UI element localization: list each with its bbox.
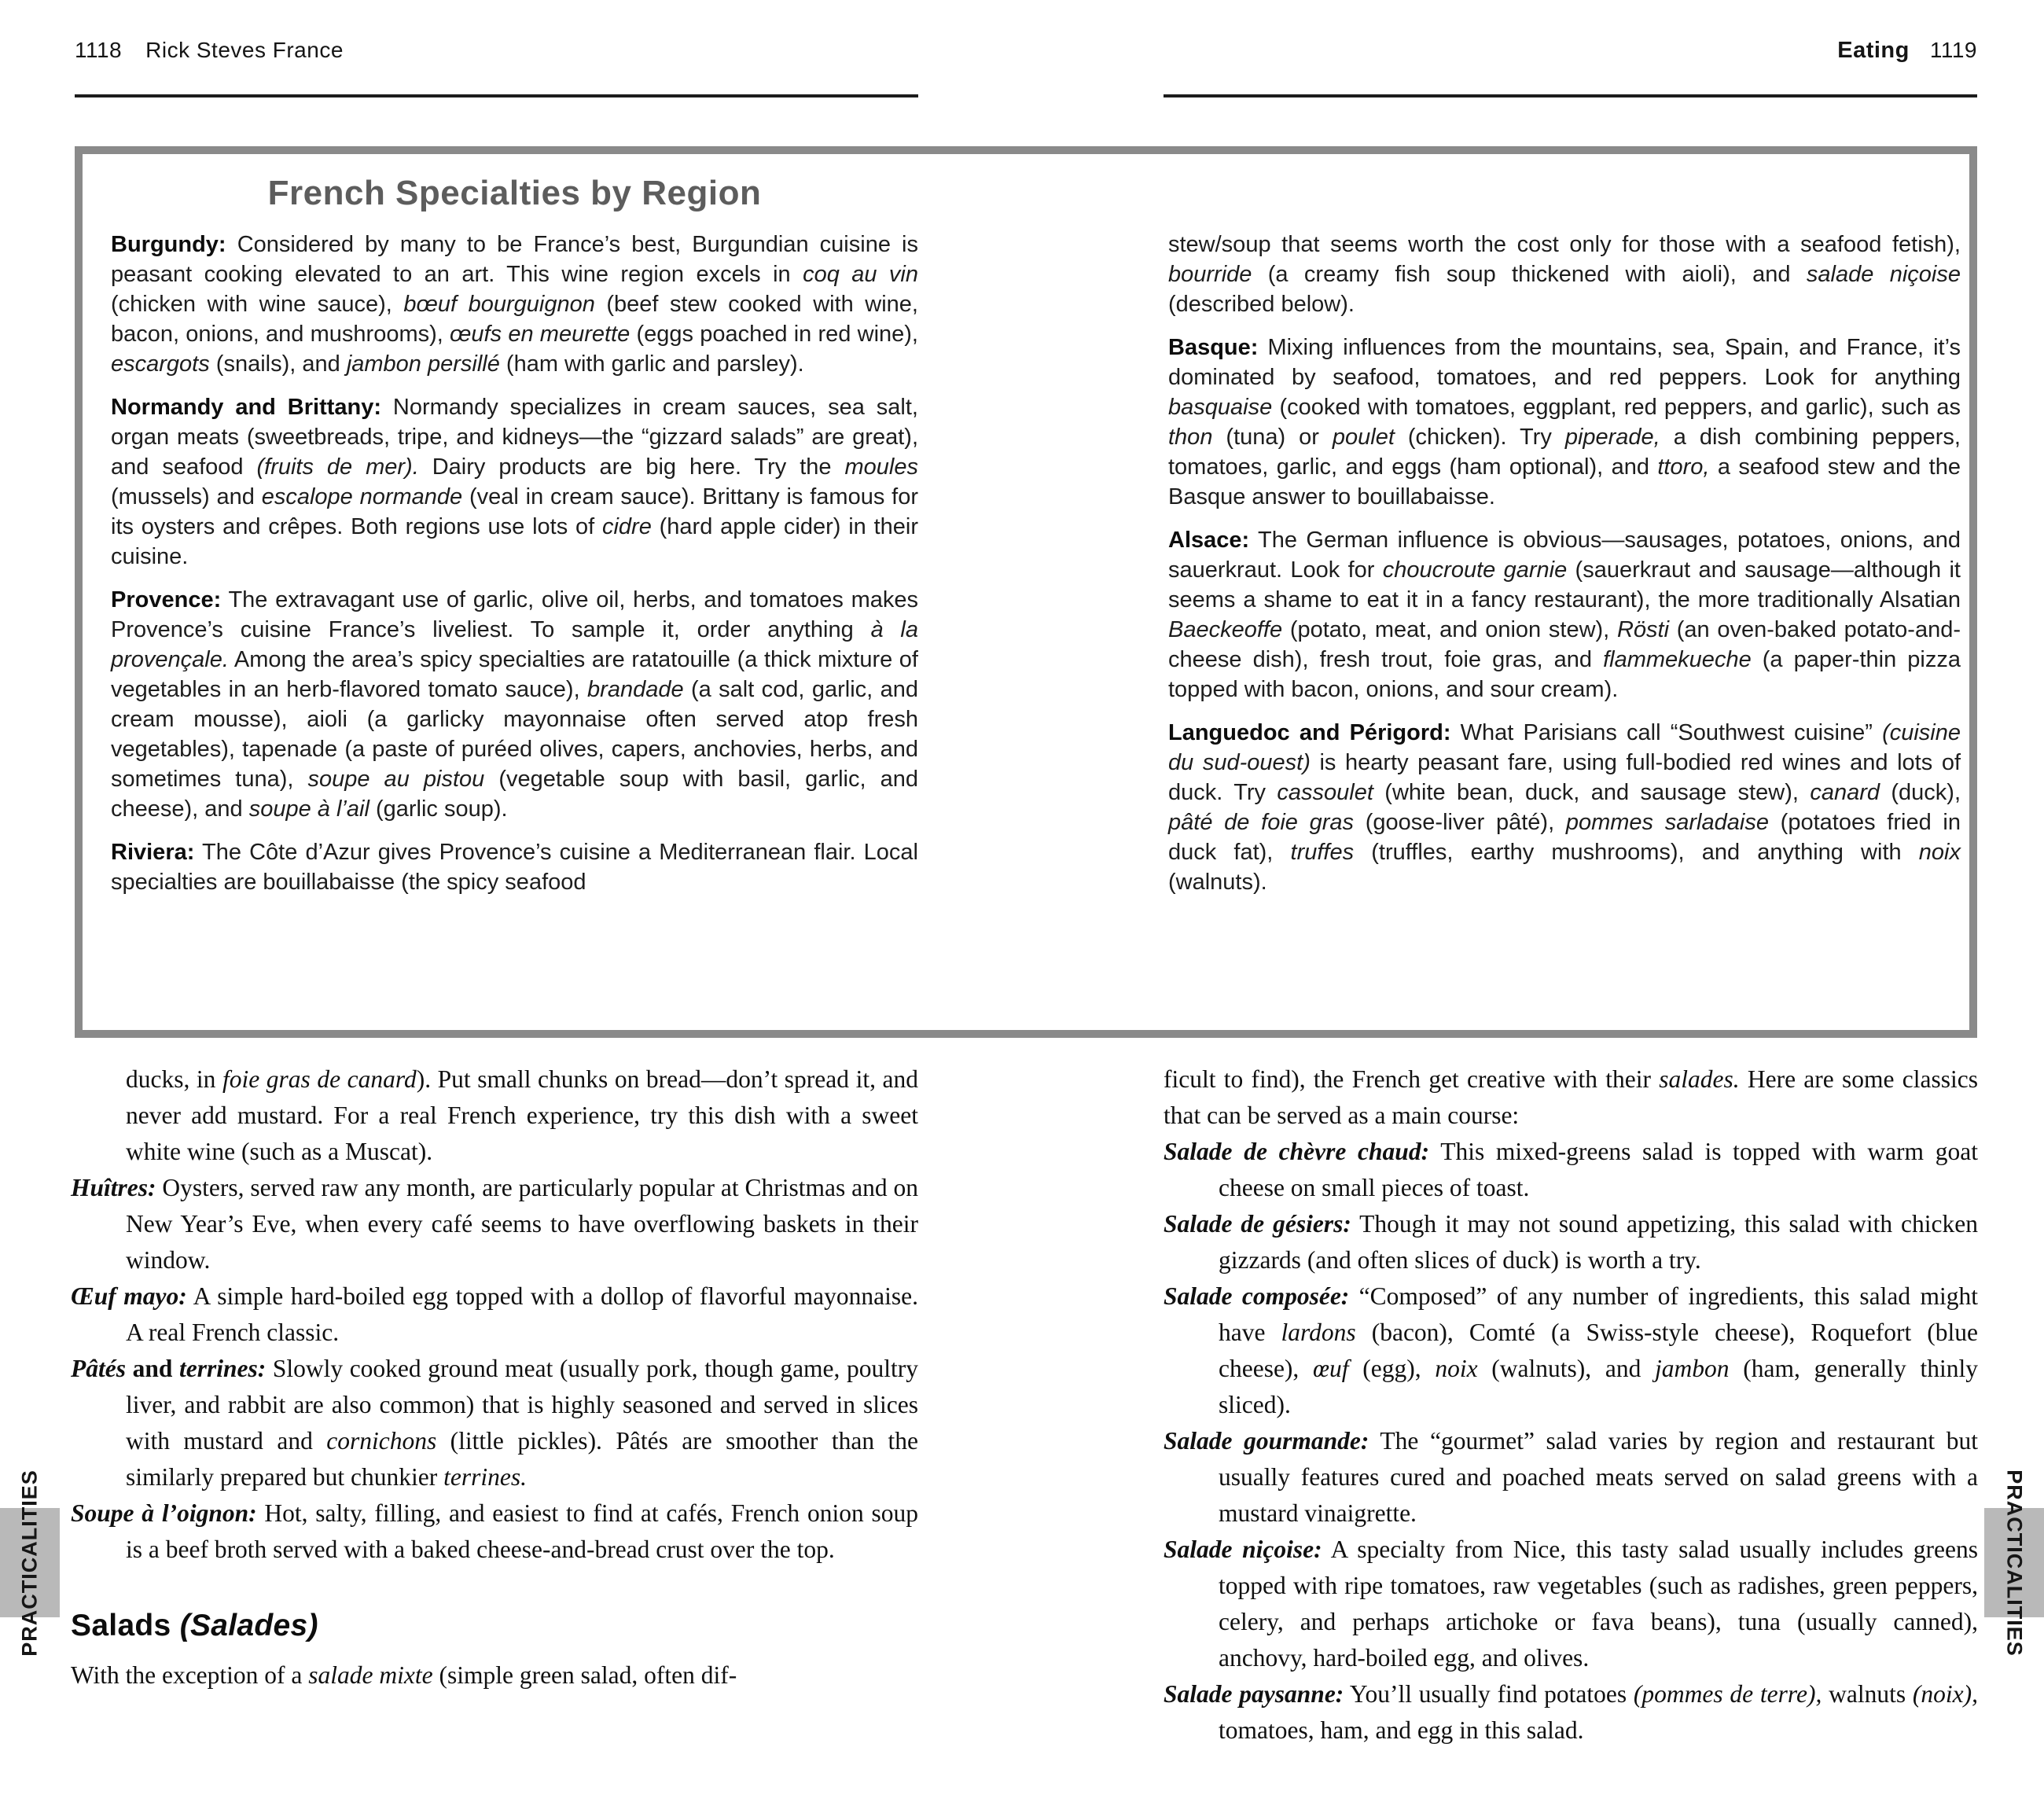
food-entry: Salade paysanne: You’ll usually find potatoes (pommes de terre), walnuts (noix), tomatoes, ham, and egg in this salad. (1164, 1680, 1979, 1744)
header-rule-right (1164, 94, 1977, 97)
specialties-column-left (111, 175, 918, 910)
book-title: Rick Steves France (145, 38, 344, 62)
food-term: Pâtés and terrines: (71, 1355, 267, 1382)
food-term: Salade de gésiers: (1164, 1210, 1351, 1238)
region-label: Riviera: (111, 840, 195, 865)
body-column-left (71, 1061, 918, 1694)
practicalities-tab-left (0, 1469, 60, 1657)
food-entry: Pâtés and terrines: Slowly cooked ground meat (usually pork, though game, poultry liver, and rabbit are also common) that is highly seasoned and served in slices with mustard and cornichons (little pickles). Pâtés are smoother than the similarly prepared but chunkier terrines. (71, 1355, 918, 1491)
region-paragraph: Languedoc and Périgord: What Parisians call “Southwest cuisine” (cuisine du sud-ouest) is hearty peasant fare, using full-bodied red wines and lots of duck. Try cassoulet (white bean, duck, and sausage stew), canard (duck), pâté de foie gras (goose-liver pâté), pommes sarladaise (potatoes fried in duck fat), truffes (truffles, earthy mushrooms), and anything with noix (walnuts). (1168, 720, 1961, 895)
region-paragraph: Alsace: The German influence is obvious—sausages, potatoes, onions, and sauerkraut. Look for choucroute garnie (sauerkraut and sausage—although it seems a shame to eat it in a fancy restaurant), the more traditionally Alsatian Baeckeoffe (potato, meat, and onion stew), Rösti (an oven-baked potato-and-cheese dish), fresh trout, foie gras, and flammekueche (a paper-thin pizza topped with bacon, onions, and sour cream). (1168, 528, 1961, 702)
french-specialties-box (75, 146, 1977, 1038)
food-entry: Salade gourmande: The “gourmet” salad varies by region and restaurant but usually features cured and poached meats served on salad greens with a mustard vinaigrette. (1164, 1427, 1978, 1527)
region-label: Languedoc and Périgord: (1168, 720, 1451, 745)
food-entry: ducks, in foie gras de canard). Put small chunks on bread—don’t spread it, and never add mustard. For a real French experience, try this dish with a sweet white wine (such as a Muscat). (126, 1065, 918, 1165)
specialties-column-right (1168, 175, 1961, 910)
food-term: Salade paysanne: (1164, 1680, 1344, 1708)
food-entry: Salade niçoise: A specialty from Nice, this tasty salad usually includes greens topped with ripe tomatoes, raw vegetables (such as radishes, green peppers, celery, and perhaps artichoke or fava beans), tuna (usually canned), anchovy, hard-boiled egg, and olives. (1164, 1536, 1978, 1672)
food-term: Huîtres: (71, 1174, 156, 1201)
food-term: Salade gourmande: (1164, 1427, 1369, 1455)
header-rule-left (75, 94, 918, 97)
region-label: Provence: (111, 587, 222, 612)
region-label: Alsace: (1168, 528, 1250, 553)
region-paragraph: Provence: The extravagant use of garlic, olive oil, herbs, and tomatoes makes Provence’s cuisine France’s liveliest. To sample it, order anything à la provençale. Among the area’s spicy specialties are ratatouille (a thick mixture of vegetables in an herb-flavored tomato sauce), brandade (a salt cod, garlic, and cream mousse), aioli (a garlicky mayonnaise often served atop fresh vegetables), tapenade (a paste of puréed olives, capers, anchovies, herbs, and sometimes tuna), soupe au pistou (vegetable soup with basil, garlic, and cheese), and soupe à l’ail (garlic soup). (111, 587, 918, 822)
region-paragraph: Riviera: The Côte d’Azur gives Provence’s cuisine a Mediterranean flair. Local specialties are bouillabaisse (the spicy seafood (111, 840, 918, 895)
food-term: Soupe à l’oignon: (71, 1499, 257, 1527)
food-entry: Soupe à l’oignon: Hot, salty, filling, and easiest to find at cafés, French onion soup is a beef broth served with a baked cheese-and-bread crust over the top. (71, 1499, 918, 1563)
food-term: Œuf mayo: (71, 1282, 187, 1310)
food-entry: Huîtres: Oysters, served raw any month, are particularly popular at Christmas and on New Year’s Eve, when every café seems to have overflowing baskets in their window. (71, 1174, 918, 1274)
region-paragraph: Burgundy: Considered by many to be France’s best, Burgundian cuisine is peasant cooking elevated to an art. This wine region excels in coq au vin (chicken with wine sauce), bœuf bourguignon (beef stew cooked with wine, bacon, onions, and mushrooms), œufs en meurette (eggs poached in red wine), escargots (snails), and jambon persillé (ham with garlic and parsley). (111, 232, 919, 377)
salads-heading: Salads (Salades) (71, 1609, 318, 1642)
running-head-left (75, 38, 344, 63)
page-number-left: 1118 (75, 38, 123, 62)
page-number-right: 1119 (1929, 38, 1977, 62)
region-paragraph: stew/soup that seems worth the cost only for those with a seafood fetish), bourride (a creamy fish soup thickened with aioli), and salade niçoise (described below). (1168, 232, 1961, 317)
practicalities-tab-label: PRACTICALITIES (17, 1469, 42, 1657)
food-entry: Salade composée: “Composed” of any number of ingredients, this salad might have lardons (bacon), Comté (a Swiss-style cheese), Roquefort (blue cheese), œuf (egg), noix (walnuts), and jambon (ham, generally thinly sliced). (1164, 1282, 1978, 1418)
region-label: Basque: (1168, 335, 1259, 360)
food-term: Salade de chèvre chaud: (1164, 1138, 1430, 1165)
region-paragraph: Basque: Mixing influences from the mountains, sea, Spain, and France, it’s dominated by seafood, tomatoes, and red peppers. Look for anything basquaise (cooked with tomatoes, eggplant, red peppers, and garlic), such as thon (tuna) or poulet (chicken). Try piperade, a dish combining peppers, tomatoes, garlic, and eggs (ham optional), and ttoro, a seafood stew and the Basque answer to bouillabaisse. (1168, 335, 1961, 509)
region-paragraph: Normandy and Brittany: Normandy specializes in cream sauces, sea salt, organ meats (sweetbreads, tripe, and kidneys—the “gizzard salads” are great), and seafood (fruits de mer). Dairy products are big here. Try the moules (mussels) and escalope normande (veal in cream sauce). Brittany is famous for its oysters and crêpes. Both regions use lots of cidre (hard apple cider) in their cuisine. (111, 395, 918, 569)
box-title: French Specialties by Region (267, 174, 762, 212)
food-entry: Salade de chèvre chaud: This mixed-greens salad is topped with warm goat cheese on small pieces of toast. (1164, 1138, 1978, 1201)
practicalities-tab-right (1984, 1469, 2044, 1657)
region-label: Burgundy: (111, 232, 226, 257)
food-entry: Œuf mayo: A simple hard-boiled egg topped with a dollop of flavorful mayonnaise. A real French classic. (71, 1282, 919, 1346)
section-title: Eating (1837, 38, 1910, 63)
food-term: Salade niçoise: (1164, 1536, 1322, 1563)
food-term: Salade composée: (1164, 1282, 1350, 1310)
region-label: Normandy and Brittany: (111, 395, 382, 420)
body-column-right (1164, 1061, 1978, 1749)
specialties-columns (111, 174, 1961, 910)
food-entry: Salade de gésiers: Though it may not sound appetizing, this salad with chicken gizzards (and often slices of duck) is worth a try. (1164, 1210, 1978, 1274)
running-head-right (1837, 38, 1977, 64)
practicalities-tab-label: PRACTICALITIES (2002, 1469, 2027, 1657)
food-entry: ficult to find), the French get creative with their salades. Here are some classics that can be served as a main course: (1164, 1065, 1978, 1129)
salads-intro: With the exception of a salade mixte (simple green salad, often dif- (71, 1661, 737, 1689)
